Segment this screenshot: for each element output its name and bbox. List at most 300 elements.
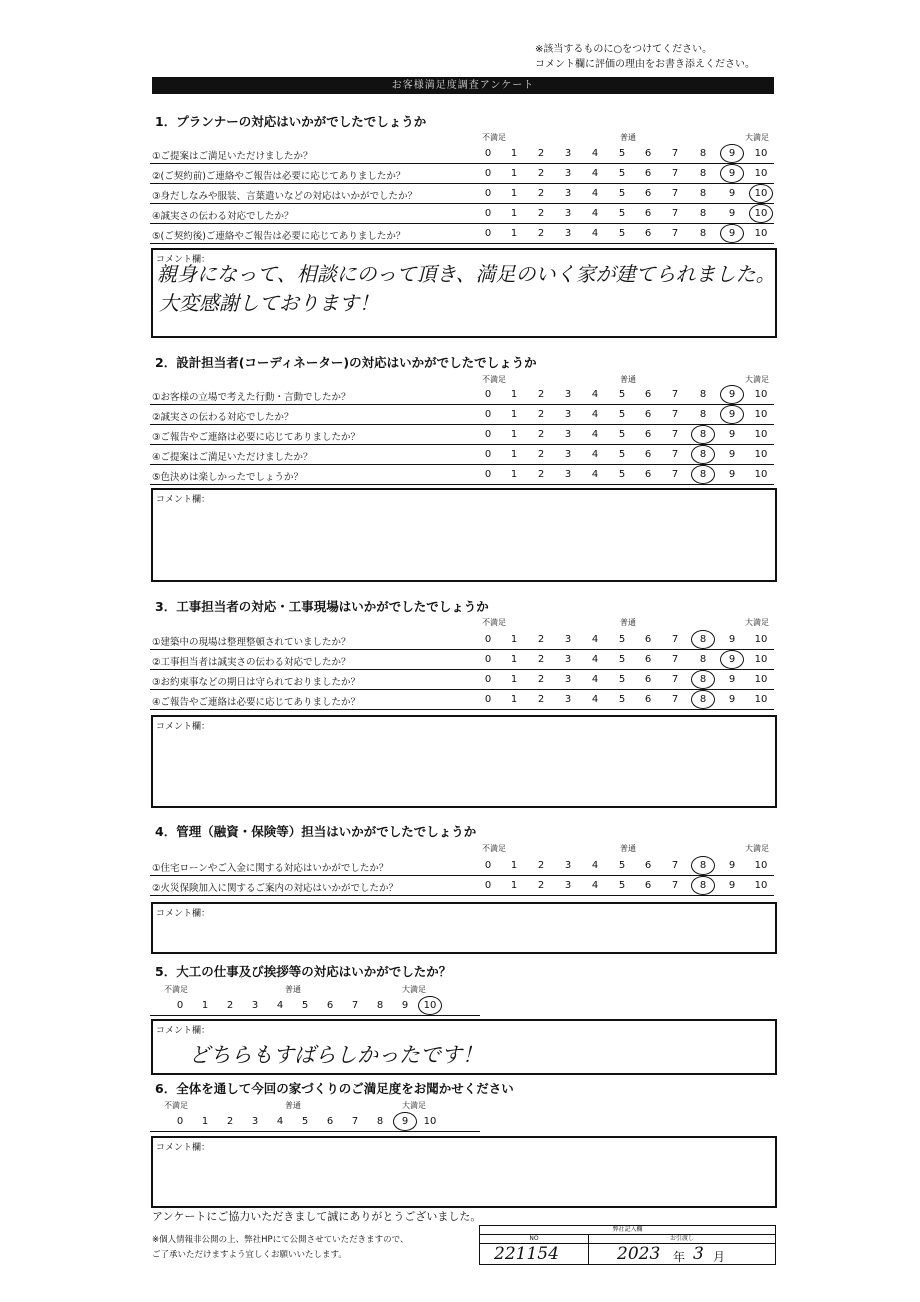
rating-option[interactable]: 4 [591, 148, 599, 159]
rating-option[interactable]: 8 [699, 449, 707, 460]
office-use-table [479, 1225, 776, 1265]
rating-option[interactable]: 2 [537, 208, 545, 219]
rating-option[interactable]: 8 [699, 188, 707, 199]
rating-option[interactable]: 7 [671, 654, 679, 665]
rating-option[interactable]: 10 [754, 168, 768, 179]
rating-option[interactable]: 0 [484, 389, 492, 400]
rating-option[interactable]: 10 [754, 654, 768, 665]
rating-option[interactable]: 2 [226, 1116, 234, 1127]
rating-option[interactable]: 2 [537, 880, 545, 891]
rating-option[interactable]: 10 [754, 228, 768, 239]
rating-option[interactable]: 2 [537, 188, 545, 199]
rating-option[interactable]: 5 [301, 1116, 309, 1127]
rating-option[interactable]: 5 [301, 1000, 309, 1011]
question-text: ③ご報告やご連絡は必要に応じてありましたか？ [152, 432, 361, 443]
question-text: ②工事担当者は誠実さの伝わる対応でしたか？ [152, 657, 351, 668]
rating-option[interactable]: 1 [510, 409, 518, 420]
rating-option[interactable]: 3 [564, 409, 572, 420]
section-2-scale-high: 大満足 [745, 375, 769, 384]
rating-row [150, 1113, 480, 1132]
section-6-scale-low: 不満足 [164, 1101, 188, 1110]
rating-option[interactable]: 2 [537, 429, 545, 440]
rating-option[interactable]: 1 [201, 1000, 209, 1011]
rating-option[interactable]: 10 [754, 674, 768, 685]
rating-option[interactable]: 5 [618, 654, 626, 665]
rating-option[interactable]: 5 [618, 228, 626, 239]
rating-option[interactable]: 2 [226, 1000, 234, 1011]
question-text: ①ご提案はご満足いただけましたか？ [152, 151, 313, 162]
question-row [150, 446, 774, 465]
section-5-scale-high: 大満足 [402, 985, 426, 994]
rating-option[interactable]: 10 [754, 389, 768, 400]
section-2-scale-low: 不満足 [482, 375, 506, 384]
handwritten-comment: 親身になって、相談にのって頂き、満足のいく家が建てられました。 [157, 262, 776, 286]
section-6-title: 6．全体を通して今回の家づくりのご満足度をお聞かせください [155, 1081, 514, 1096]
rating-option[interactable]: 3 [564, 148, 572, 159]
rating-option[interactable]: 0 [484, 228, 492, 239]
rating-option[interactable]: 5 [618, 880, 626, 891]
rating-option[interactable]: 9 [728, 694, 736, 705]
comment-label: コメント欄： [156, 722, 211, 732]
section-4-comment-box[interactable] [151, 902, 777, 954]
rating-option[interactable]: 3 [564, 694, 572, 705]
rating-option[interactable]: 0 [484, 148, 492, 159]
rating-option[interactable]: 4 [591, 880, 599, 891]
section-1-comment-box[interactable] [151, 248, 777, 338]
section-3-scale-high: 大満足 [745, 618, 769, 627]
rating-option[interactable]: 4 [591, 409, 599, 420]
rating-option[interactable]: 9 [401, 1116, 409, 1127]
rating-option[interactable]: 6 [326, 1116, 334, 1127]
question-text: ②火災保険加入に関するご案内の対応はいかがでしたか？ [152, 883, 399, 894]
section-2-scale-mid: 普通 [620, 375, 636, 384]
rating-option[interactable]: 10 [754, 188, 768, 199]
rating-option[interactable]: 0 [484, 880, 492, 891]
number-value: 221154 [494, 1244, 559, 1264]
comment-label: コメント欄： [156, 1026, 211, 1036]
question-row [150, 386, 774, 405]
rating-option[interactable]: 10 [754, 429, 768, 440]
rating-option[interactable]: 1 [510, 654, 518, 665]
rating-option[interactable]: 3 [564, 469, 572, 480]
rating-option[interactable]: 7 [671, 860, 679, 871]
section-6-comment-box[interactable] [151, 1136, 777, 1208]
rating-option[interactable]: 5 [618, 860, 626, 871]
question-row [150, 671, 774, 690]
rating-option[interactable]: 1 [510, 148, 518, 159]
section-5-scale-mid: 普通 [285, 985, 301, 994]
rating-option[interactable]: 0 [484, 429, 492, 440]
rating-option[interactable]: 9 [728, 168, 736, 179]
rating-option[interactable]: 8 [699, 860, 707, 871]
selected-rating-circle [691, 425, 715, 444]
section-3-scale-mid: 普通 [620, 618, 636, 627]
section-2-comment-box[interactable] [151, 488, 777, 582]
rating-option[interactable]: 7 [671, 168, 679, 179]
selected-rating-circle [691, 670, 715, 689]
question-text: ③身だしなみや服装、言葉遣いなどの対応はいかがでしたか？ [152, 191, 418, 202]
selected-rating-circle [691, 445, 715, 464]
rating-option[interactable]: 6 [644, 409, 652, 420]
rating-option[interactable]: 3 [251, 1116, 259, 1127]
rating-option[interactable]: 3 [564, 228, 572, 239]
rating-option[interactable]: 6 [644, 674, 652, 685]
section-6-scale-high: 大満足 [402, 1101, 426, 1110]
rating-option[interactable]: 8 [699, 409, 707, 420]
rating-option[interactable]: 1 [510, 188, 518, 199]
rating-option[interactable]: 2 [537, 674, 545, 685]
rating-option[interactable]: 5 [618, 449, 626, 460]
rating-option[interactable]: 4 [591, 188, 599, 199]
selected-rating-circle [749, 184, 773, 203]
rating-option[interactable]: 1 [510, 694, 518, 705]
rating-row [150, 997, 480, 1016]
rating-option[interactable]: 4 [591, 228, 599, 239]
rating-option[interactable]: 7 [671, 449, 679, 460]
rating-option[interactable]: 10 [754, 449, 768, 460]
rating-option[interactable]: 8 [376, 1000, 384, 1011]
rating-option[interactable]: 5 [618, 389, 626, 400]
question-row [150, 225, 774, 244]
thanks-text: アンケートにご協力いただきまして誠にありがとうございました。 [152, 1210, 482, 1223]
handover-label: お引渡し [589, 1235, 775, 1244]
selected-rating-circle [749, 204, 773, 223]
survey-banner: お客様満足度調査アンケート [152, 77, 774, 94]
section-1-scale-mid: 普通 [620, 133, 636, 142]
rating-option[interactable]: 7 [671, 469, 679, 480]
rating-option[interactable]: 1 [510, 674, 518, 685]
rating-option[interactable]: 9 [728, 634, 736, 645]
rating-option[interactable]: 8 [376, 1116, 384, 1127]
rating-option[interactable]: 7 [351, 1116, 359, 1127]
question-row [150, 651, 774, 670]
rating-option[interactable]: 0 [176, 1116, 184, 1127]
selected-rating-circle [691, 856, 715, 875]
rating-option[interactable]: 6 [326, 1000, 334, 1011]
question-text: ⑤(ご契約後)ご連絡やご報告は必要に応じてありましたか？ [152, 231, 406, 242]
rating-option[interactable]: 0 [176, 1000, 184, 1011]
question-row [150, 857, 774, 876]
rating-option[interactable]: 8 [699, 694, 707, 705]
rating-option[interactable]: 5 [618, 694, 626, 705]
comment-label: コメント欄： [156, 495, 211, 505]
rating-option[interactable]: 9 [728, 409, 736, 420]
rating-option[interactable]: 8 [699, 148, 707, 159]
section-4-scale-high: 大満足 [745, 844, 769, 853]
rating-option[interactable]: 9 [728, 188, 736, 199]
section-2-title: 2．設計担当者(コーディネーター)の対応はいかがでしたでしょうか [155, 355, 537, 370]
rating-option[interactable]: 1 [201, 1116, 209, 1127]
rating-option[interactable]: 2 [537, 228, 545, 239]
question-text: ①住宅ローンやご入金に関する対応はいかがでしたか？ [152, 863, 389, 874]
rating-option[interactable]: 6 [644, 449, 652, 460]
selected-rating-circle [720, 144, 744, 163]
rating-option[interactable]: 0 [484, 208, 492, 219]
question-text: ⑤色決めは楽しかったでしょうか？ [152, 472, 304, 483]
rating-option[interactable]: 4 [591, 674, 599, 685]
selected-rating-circle [691, 630, 715, 649]
privacy-note-1: ※個人情報非公開の上、弊社HPにて公開させていただきますので、 [152, 1235, 409, 1245]
rating-option[interactable]: 1 [510, 389, 518, 400]
rating-option[interactable]: 4 [591, 860, 599, 871]
rating-option[interactable]: 5 [618, 469, 626, 480]
rating-option[interactable]: 6 [644, 208, 652, 219]
rating-option[interactable]: 5 [618, 148, 626, 159]
rating-option[interactable]: 4 [276, 1116, 284, 1127]
rating-option[interactable]: 2 [537, 860, 545, 871]
rating-option[interactable]: 9 [728, 228, 736, 239]
question-row [150, 691, 774, 710]
rating-option[interactable]: 9 [728, 389, 736, 400]
selected-rating-circle [720, 405, 744, 424]
rating-option[interactable]: 0 [484, 674, 492, 685]
comment-label: コメント欄： [156, 1143, 211, 1153]
rating-option[interactable]: 1 [510, 634, 518, 645]
rating-option[interactable]: 10 [754, 860, 768, 871]
rating-option[interactable]: 2 [537, 148, 545, 159]
rating-option[interactable]: 9 [728, 429, 736, 440]
rating-option[interactable]: 6 [644, 880, 652, 891]
rating-option[interactable]: 4 [591, 429, 599, 440]
rating-option[interactable]: 1 [510, 880, 518, 891]
question-row [150, 877, 774, 896]
rating-option[interactable]: 7 [671, 188, 679, 199]
selected-rating-circle [393, 1112, 417, 1131]
rating-option[interactable]: 4 [591, 168, 599, 179]
question-row [150, 145, 774, 164]
rating-option[interactable]: 8 [699, 880, 707, 891]
rating-option[interactable]: 7 [671, 880, 679, 891]
rating-option[interactable]: 7 [671, 228, 679, 239]
rating-option[interactable]: 1 [510, 208, 518, 219]
selected-rating-circle [691, 690, 715, 709]
section-3-scale-low: 不満足 [482, 618, 506, 627]
section-5-comment-box[interactable] [151, 1019, 777, 1075]
rating-option[interactable]: 4 [276, 1000, 284, 1011]
rating-option[interactable]: 10 [754, 208, 768, 219]
rating-option[interactable]: 2 [537, 168, 545, 179]
month-unit: 月 [713, 1250, 726, 1264]
rating-option[interactable]: 7 [671, 694, 679, 705]
instruction-note-1: ※該当するものに○をつけてください。 [535, 44, 713, 55]
rating-option[interactable]: 3 [564, 654, 572, 665]
rating-option[interactable]: 2 [537, 469, 545, 480]
rating-option[interactable]: 2 [537, 634, 545, 645]
rating-option[interactable]: 3 [564, 188, 572, 199]
question-text: ④ご報告やご連絡は必要に応じてありましたか？ [152, 697, 361, 708]
selected-rating-circle [720, 224, 744, 243]
rating-option[interactable]: 2 [537, 694, 545, 705]
rating-option[interactable]: 10 [754, 409, 768, 420]
question-text: ①建築中の現場は整理整頓されていましたか？ [152, 637, 351, 648]
privacy-note-2: ご了承いただけますよう宜しくお願いいたします。 [152, 1250, 347, 1260]
question-row [150, 205, 774, 224]
rating-option[interactable]: 10 [754, 880, 768, 891]
rating-option[interactable]: 6 [644, 634, 652, 645]
rating-option[interactable]: 8 [699, 389, 707, 400]
rating-option[interactable]: 0 [484, 409, 492, 420]
rating-option[interactable]: 3 [564, 449, 572, 460]
office-use-header: 弊社記入欄 [480, 1226, 775, 1235]
rating-option[interactable]: 4 [591, 654, 599, 665]
rating-option[interactable]: 9 [728, 208, 736, 219]
rating-option[interactable]: 5 [618, 409, 626, 420]
rating-option[interactable]: 4 [591, 208, 599, 219]
rating-option[interactable]: 4 [591, 389, 599, 400]
rating-option[interactable]: 3 [564, 674, 572, 685]
rating-option[interactable]: 0 [484, 168, 492, 179]
rating-option[interactable]: 8 [699, 429, 707, 440]
rating-option[interactable]: 8 [699, 634, 707, 645]
handwritten-comment: どちらもすばらしかったです！ [189, 1043, 483, 1067]
rating-option[interactable]: 7 [671, 148, 679, 159]
rating-option[interactable]: 7 [671, 208, 679, 219]
rating-option[interactable]: 5 [618, 168, 626, 179]
question-row [150, 406, 774, 425]
rating-option[interactable]: 9 [728, 148, 736, 159]
rating-option[interactable]: 4 [591, 469, 599, 480]
question-row [150, 426, 774, 445]
rating-option[interactable]: 1 [510, 429, 518, 440]
rating-option[interactable]: 8 [699, 208, 707, 219]
question-row [150, 631, 774, 650]
section-5-title: 5．大工の仕事及び挨拶等の対応はいかがでしたか？ [155, 964, 452, 979]
rating-option[interactable]: 5 [618, 429, 626, 440]
rating-option[interactable]: 7 [671, 389, 679, 400]
rating-option[interactable]: 0 [484, 634, 492, 645]
rating-option[interactable]: 6 [644, 654, 652, 665]
rating-option[interactable]: 2 [537, 389, 545, 400]
selected-rating-circle [720, 385, 744, 404]
rating-option[interactable]: 3 [564, 634, 572, 645]
rating-option[interactable]: 9 [728, 880, 736, 891]
rating-option[interactable]: 6 [644, 168, 652, 179]
rating-option[interactable]: 6 [644, 389, 652, 400]
section-6-scale-mid: 普通 [285, 1101, 301, 1110]
rating-option[interactable]: 1 [510, 228, 518, 239]
question-text: ④ご提案はご満足いただけましたか？ [152, 452, 313, 463]
rating-option[interactable]: 7 [671, 634, 679, 645]
rating-option[interactable]: 7 [671, 409, 679, 420]
handwritten-comment: 大変感謝しております！ [159, 291, 379, 315]
rating-option[interactable]: 3 [564, 208, 572, 219]
rating-option[interactable]: 9 [728, 674, 736, 685]
question-text: ④誠実さの伝わる対応でしたか？ [152, 211, 294, 222]
rating-option[interactable]: 7 [671, 674, 679, 685]
rating-option[interactable]: 9 [728, 469, 736, 480]
rating-option[interactable]: 6 [644, 148, 652, 159]
rating-option[interactable]: 2 [537, 409, 545, 420]
rating-option[interactable]: 10 [423, 1000, 437, 1011]
rating-option[interactable]: 4 [591, 634, 599, 645]
rating-option[interactable]: 2 [537, 654, 545, 665]
rating-option[interactable]: 3 [564, 880, 572, 891]
rating-option[interactable]: 7 [671, 429, 679, 440]
rating-option[interactable]: 0 [484, 188, 492, 199]
rating-option[interactable]: 5 [618, 634, 626, 645]
rating-option[interactable]: 1 [510, 860, 518, 871]
rating-option[interactable]: 5 [618, 674, 626, 685]
rating-option[interactable]: 6 [644, 469, 652, 480]
comment-label: コメント欄： [156, 909, 211, 919]
rating-option[interactable]: 6 [644, 860, 652, 871]
section-4-scale-mid: 普通 [620, 844, 636, 853]
section-4-title: 4．管理（融資・保険等）担当はいかがでしたでしょうか [155, 824, 477, 839]
rating-option[interactable]: 2 [537, 449, 545, 460]
rating-option[interactable]: 8 [699, 469, 707, 480]
rating-option[interactable]: 0 [484, 449, 492, 460]
rating-option[interactable]: 0 [484, 694, 492, 705]
rating-option[interactable]: 8 [699, 228, 707, 239]
selected-rating-circle [691, 876, 715, 895]
rating-option[interactable]: 10 [423, 1116, 437, 1127]
handover-cell [589, 1235, 775, 1264]
selected-rating-circle [720, 164, 744, 183]
rating-option[interactable]: 3 [251, 1000, 259, 1011]
rating-option[interactable]: 10 [754, 634, 768, 645]
rating-option[interactable]: 9 [728, 860, 736, 871]
rating-option[interactable]: 3 [564, 389, 572, 400]
question-row [150, 165, 774, 184]
rating-option[interactable]: 10 [754, 694, 768, 705]
rating-option[interactable]: 6 [644, 188, 652, 199]
selected-rating-circle [720, 650, 744, 669]
rating-option[interactable]: 3 [564, 860, 572, 871]
rating-option[interactable]: 10 [754, 469, 768, 480]
rating-option[interactable]: 6 [644, 228, 652, 239]
year-unit: 年 [673, 1250, 686, 1264]
section-1-scale-low: 不満足 [482, 133, 506, 142]
question-row [150, 466, 774, 485]
comment-label: コメント欄： [156, 255, 211, 265]
rating-option[interactable]: 9 [728, 654, 736, 665]
rating-option[interactable]: 6 [644, 694, 652, 705]
rating-option[interactable]: 6 [644, 429, 652, 440]
rating-option[interactable]: 0 [484, 469, 492, 480]
rating-option[interactable]: 8 [699, 168, 707, 179]
section-3-comment-box[interactable] [151, 715, 777, 808]
rating-option[interactable]: 8 [699, 654, 707, 665]
question-text: ②(ご契約前)ご連絡やご報告は必要に応じてありましたか？ [152, 171, 406, 182]
selected-rating-circle [418, 996, 442, 1015]
question-row [150, 185, 774, 204]
rating-option[interactable]: 10 [754, 148, 768, 159]
rating-option[interactable]: 5 [618, 188, 626, 199]
rating-option[interactable]: 9 [728, 449, 736, 460]
rating-option[interactable]: 1 [510, 449, 518, 460]
selected-rating-circle [691, 465, 715, 484]
section-3-title: 3．工事担当者の対応・工事現場はいかがでしたでしょうか [155, 599, 489, 614]
rating-option[interactable]: 3 [564, 168, 572, 179]
rating-option[interactable]: 7 [351, 1000, 359, 1011]
rating-option[interactable]: 1 [510, 168, 518, 179]
question-text: ②誠実さの伝わる対応でしたか？ [152, 412, 294, 423]
rating-option[interactable]: 4 [591, 694, 599, 705]
rating-option[interactable]: 1 [510, 469, 518, 480]
question-text: ③お約束事などの期日は守られておりましたか？ [152, 677, 361, 688]
rating-option[interactable]: 9 [401, 1000, 409, 1011]
rating-option[interactable]: 3 [564, 429, 572, 440]
section-5-scale-low: 不満足 [164, 985, 188, 994]
instruction-note-2: コメント欄に評価の理由をお書き添えください。 [535, 59, 755, 70]
rating-option[interactable]: 0 [484, 860, 492, 871]
rating-option[interactable]: 0 [484, 654, 492, 665]
section-1-title: 1．プランナーの対応はいかがでしたでしょうか [155, 114, 427, 129]
rating-option[interactable]: 4 [591, 449, 599, 460]
rating-option[interactable]: 8 [699, 674, 707, 685]
section-1-scale-high: 大満足 [745, 133, 769, 142]
rating-option[interactable]: 5 [618, 208, 626, 219]
